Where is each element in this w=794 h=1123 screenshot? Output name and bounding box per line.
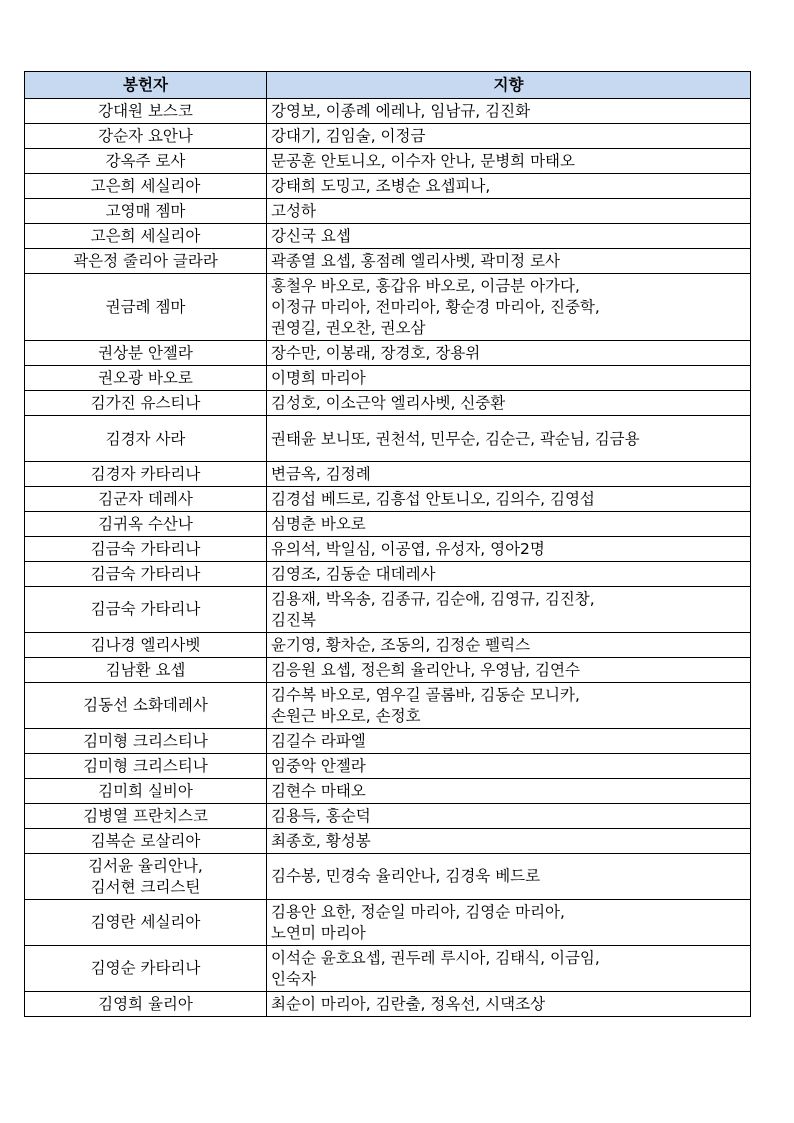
intention-text: 강태희 도밍고, 조병순 요셉피나, [271, 177, 491, 195]
offerer-cell [25, 99, 267, 124]
intention-cell [267, 124, 751, 149]
intention-text: 김길수 라파엘 [271, 732, 366, 750]
offerer-cell [25, 366, 267, 391]
table-row [25, 274, 751, 341]
intention-text: 문공훈 안토니오, 이수자 안나, 문병희 마태오 [271, 152, 576, 170]
offerer-name: 김귀옥 수산나 [98, 515, 193, 533]
offerer-name: 김미형 크리스티나 [83, 757, 208, 775]
intention-text: 김용득, 홍순덕 [271, 807, 371, 825]
offerer-name: 김복순 로살리아 [90, 832, 201, 850]
offerer-name: 고영매 젬마 [105, 202, 186, 220]
offerer-cell [25, 946, 267, 992]
offerer-name: 김금숙 가타리나 [90, 540, 201, 558]
intention-text: 김진복 [271, 610, 316, 629]
offerer-name: 권오광 바오로 [98, 369, 193, 387]
intention-text: 권영길, 권오찬, 권오삼 [271, 318, 426, 337]
intention-cell [267, 658, 751, 683]
offerer-cell [25, 804, 267, 829]
intention-text: 임중악 안젤라 [271, 757, 366, 775]
offerer-cell [25, 992, 267, 1017]
table-row [25, 658, 751, 683]
table-row [25, 729, 751, 754]
offerer-name: 강대원 보스코 [98, 102, 193, 120]
intention-text: 홍철우 바오로, 홍갑유 바오로, 이금분 아가다, [271, 276, 580, 295]
offerer-cell [25, 683, 267, 729]
intention-cell [267, 366, 751, 391]
intention-cell [267, 537, 751, 562]
table-row [25, 537, 751, 562]
table-row [25, 562, 751, 587]
offerer-cell [25, 462, 267, 487]
table-row [25, 754, 751, 779]
intention-cell [267, 900, 751, 946]
table-row [25, 992, 751, 1017]
intention-cell [267, 224, 751, 249]
intention-text: 김성호, 이소근악 엘리사벳, 신중환 [271, 394, 506, 412]
offerer-name: 김경자 카타리나 [90, 465, 201, 483]
table-row [25, 512, 751, 537]
intention-text: 강대기, 김임술, 이정금 [271, 127, 426, 145]
offerer-cell [25, 562, 267, 587]
table-row [25, 124, 751, 149]
offering-sheet [24, 71, 750, 1017]
offerer-cell [25, 854, 267, 900]
offering-table [24, 71, 751, 1017]
intention-text: 인숙자 [271, 969, 316, 988]
intention-cell [267, 149, 751, 174]
intention-cell [267, 512, 751, 537]
table-row [25, 900, 751, 946]
offerer-name: 김미형 크리스티나 [83, 732, 208, 750]
table-row [25, 341, 751, 366]
intention-text: 김응원 요셉, 정은희 율리안나, 우영남, 김연수 [271, 661, 580, 679]
offerer-name: 김가진 유스티나 [90, 394, 201, 412]
intention-cell [267, 416, 751, 462]
intention-cell [267, 754, 751, 779]
offerer-cell [25, 249, 267, 274]
header-intention: 지향 [267, 72, 751, 99]
offerer-name: 김영희 율리아 [98, 995, 193, 1013]
offerer-cell [25, 658, 267, 683]
offerer-cell [25, 487, 267, 512]
offerer-name: 곽은정 줄리아 글라라 [73, 252, 218, 270]
offerer-name: 권금례 젬마 [105, 297, 186, 316]
offerer-name: 김나경 엘리사벳 [90, 636, 201, 654]
intention-cell [267, 587, 751, 633]
intention-text: 김영조, 김동순 대데레사 [271, 565, 436, 583]
offerer-cell [25, 341, 267, 366]
intention-cell [267, 274, 751, 341]
intention-cell [267, 633, 751, 658]
offerer-name: 김미희 실비아 [98, 782, 193, 800]
intention-text: 김경섭 베드로, 김흥섭 안토니오, 김의수, 김영섭 [271, 490, 595, 508]
intention-text: 이정규 마리아, 전마리아, 황순경 마리아, 진중학, [271, 297, 600, 316]
table-row [25, 587, 751, 633]
table-row [25, 416, 751, 462]
table-row [25, 946, 751, 992]
intention-text: 유의석, 박일심, 이공엽, 유성자, 영아2명 [271, 540, 545, 558]
intention-cell [267, 341, 751, 366]
table-row [25, 804, 751, 829]
offerer-cell [25, 174, 267, 199]
intention-cell [267, 174, 751, 199]
table-row [25, 149, 751, 174]
intention-text: 김용안 요한, 정순일 마리아, 김영순 마리아, [271, 902, 565, 921]
table-row [25, 779, 751, 804]
offerer-name: 김서현 크리스틴 [90, 877, 201, 896]
offerer-name: 김남환 요셉 [105, 661, 186, 679]
offerer-cell [25, 512, 267, 537]
offerer-name: 김군자 데레사 [98, 490, 193, 508]
offerer-cell [25, 633, 267, 658]
intention-cell [267, 391, 751, 416]
offerer-cell [25, 829, 267, 854]
offerer-name: 김서윤 율리안나, [88, 856, 203, 875]
intention-text: 이석순 윤호요셉, 권두레 루시아, 김태식, 이금임, [271, 948, 600, 967]
table-row [25, 633, 751, 658]
offerer-name: 고은희 세실리아 [90, 177, 201, 195]
intention-cell [267, 854, 751, 900]
offerer-name: 김동선 소화데레사 [83, 696, 208, 714]
intention-text: 곽종열 요셉, 홍점례 엘리사벳, 곽미정 로사 [271, 252, 561, 270]
offerer-cell [25, 587, 267, 633]
offerer-name: 김경자 사라 [105, 429, 186, 448]
offerer-name: 강옥주 로사 [105, 152, 186, 170]
table-row [25, 462, 751, 487]
intention-text: 김수봉, 민경숙 율리안나, 김경욱 베드로 [271, 867, 541, 885]
offerer-name: 권상분 안젤라 [98, 344, 193, 362]
intention-cell [267, 487, 751, 512]
intention-text: 강영보, 이종례 에레나, 임남규, 김진화 [271, 102, 531, 120]
intention-text: 심명춘 바오로 [271, 515, 366, 533]
offerer-cell [25, 274, 267, 341]
intention-text: 노연미 마리아 [271, 923, 366, 942]
offerer-cell [25, 900, 267, 946]
offerer-name: 김영란 세실리아 [90, 913, 201, 931]
offerer-cell [25, 149, 267, 174]
offerer-cell [25, 729, 267, 754]
intention-text: 강신국 요셉 [271, 227, 351, 245]
offerer-name: 고은희 세실리아 [90, 227, 201, 245]
intention-text: 고성하 [271, 202, 316, 220]
intention-cell [267, 683, 751, 729]
table-row [25, 487, 751, 512]
offerer-cell [25, 224, 267, 249]
header-offerer: 봉헌자 [25, 72, 267, 99]
intention-text: 김용재, 박옥송, 김종규, 김순애, 김영규, 김진창, [271, 589, 595, 608]
intention-text: 변금옥, 김정례 [271, 465, 371, 483]
offerer-cell [25, 391, 267, 416]
intention-text: 손원근 바오로, 손정호 [271, 706, 421, 725]
intention-cell [267, 462, 751, 487]
offerer-cell [25, 416, 267, 462]
intention-text: 장수만, 이봉래, 장경호, 장용위 [271, 344, 481, 362]
table-row [25, 249, 751, 274]
offerer-cell [25, 754, 267, 779]
intention-cell [267, 562, 751, 587]
table-row [25, 854, 751, 900]
intention-cell [267, 729, 751, 754]
intention-text: 최종호, 황성봉 [271, 832, 371, 850]
table-header-row [25, 72, 751, 99]
intention-cell [267, 249, 751, 274]
offerer-name: 강순자 요안나 [98, 127, 193, 145]
table-row [25, 199, 751, 224]
offerer-name: 김금숙 가타리나 [90, 600, 201, 618]
intention-text: 김수복 바오로, 염우길 골롬바, 김동순 모니카, [271, 685, 580, 704]
offerer-cell [25, 779, 267, 804]
intention-cell [267, 779, 751, 804]
offerer-name: 김금숙 가타리나 [90, 565, 201, 583]
intention-cell [267, 992, 751, 1017]
offerer-cell [25, 199, 267, 224]
intention-cell [267, 804, 751, 829]
intention-text: 김현수 마태오 [271, 782, 366, 800]
offerer-name: 김병열 프란치스코 [83, 807, 208, 825]
table-row [25, 391, 751, 416]
table-row [25, 224, 751, 249]
table-row [25, 174, 751, 199]
table-row [25, 366, 751, 391]
intention-text: 권태윤 보니또, 권천석, 민무순, 김순근, 곽순님, 김금용 [271, 429, 640, 448]
offerer-name: 김영순 카타리나 [90, 959, 201, 977]
intention-text: 이명희 마리아 [271, 369, 366, 387]
table-row [25, 99, 751, 124]
offerer-cell [25, 124, 267, 149]
table-row [25, 829, 751, 854]
intention-cell [267, 199, 751, 224]
offerer-cell [25, 537, 267, 562]
intention-text: 윤기영, 황차순, 조동의, 김정순 펠릭스 [271, 636, 531, 654]
table-row [25, 683, 751, 729]
intention-cell [267, 99, 751, 124]
intention-text: 최순이 마리아, 김란출, 정옥선, 시댁조상 [271, 995, 546, 1013]
intention-cell [267, 946, 751, 992]
intention-cell [267, 829, 751, 854]
